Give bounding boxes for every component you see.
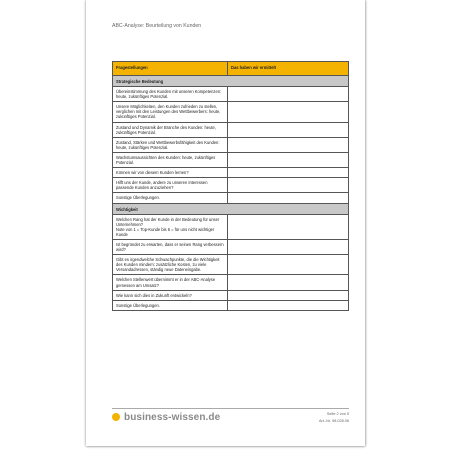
answer-cell[interactable] — [228, 178, 349, 193]
answer-cell[interactable] — [228, 102, 349, 122]
table-row — [113, 122, 349, 137]
section-heading: Strategische Bedeutung — [113, 76, 349, 87]
table-row — [113, 214, 349, 239]
answer-cell[interactable] — [228, 214, 349, 239]
document-title: ABC-Analyse: Beurteilung von Kunden — [112, 23, 202, 29]
question-cell: Welchen Stellenwert übernimmt er in der ABC-Analyse gemessen am Umsatz? — [113, 275, 228, 290]
question-cell: Ist begründet zu erwarten, dass er seinen Rang verbessern wird? — [113, 239, 228, 254]
question-cell: Übereinstimmung des Kunden mit unseren Kompetenzen: heute, zukünftiges Potenzial. — [113, 87, 228, 102]
header-questions: Fragestellungen — [113, 62, 228, 76]
table-row — [113, 87, 349, 102]
answer-cell[interactable] — [228, 87, 349, 102]
question-cell: Wie kann sich dies in Zukunft entwickeln? — [113, 290, 228, 300]
table-row — [113, 178, 349, 193]
question-cell: Können wir von diesem Kunden lernen? — [113, 168, 228, 178]
answer-cell[interactable] — [228, 290, 349, 300]
answer-cell[interactable] — [228, 122, 349, 137]
answer-cell[interactable] — [228, 193, 349, 203]
table-row — [113, 168, 349, 178]
question-cell: Unsere Möglichkeiten, den Kunden zufrieden zu stellen, verglichen mit den Leistungen des Wettbewerbers: heute, zukünftiges Potenzial. — [113, 102, 228, 122]
header-findings: Das haben wir ermittelt — [228, 62, 349, 76]
question-cell: Gibt es irgendwelche Schwachpunkte, die die Wichtigkeit des Kunden mindern: zusätzliche Kosten, zu viele Versandadressen, ständig neue Dateneingabe. — [113, 255, 228, 275]
table-row — [113, 255, 349, 275]
answer-cell[interactable] — [228, 300, 349, 310]
table-row — [113, 300, 349, 310]
question-cell: Hilft uns der Kunde, andere zu unseren Interessen passende Kunden anzuziehen? — [113, 178, 228, 193]
article-number: Art.-Nr. 98.028.06 — [319, 419, 349, 423]
assessment-table — [112, 61, 349, 311]
section-row-importance — [113, 203, 349, 214]
table-row — [113, 102, 349, 122]
answer-cell[interactable] — [228, 275, 349, 290]
table-row — [113, 137, 349, 152]
answer-cell[interactable] — [228, 137, 349, 152]
footer-divider — [112, 408, 349, 409]
table-header-row — [113, 62, 349, 76]
table-row — [113, 193, 349, 203]
section-row-strategic — [113, 76, 349, 87]
question-cell: Wachstumsaussichten des Kunden: heute, zukünftiges Potenzial. — [113, 152, 228, 167]
table-row — [113, 152, 349, 167]
question-cell: Welchen Rang hat der Kunde in der Bedeutung für unser Unternehmen? Note von 1 = Top-Kunde bis 6 = für uns nicht wichtiger Kunde — [113, 214, 228, 239]
logo-dot-icon — [112, 413, 120, 421]
answer-cell[interactable] — [228, 152, 349, 167]
logo-text: business-wissen.de — [124, 412, 221, 423]
table-row — [113, 290, 349, 300]
question-cell: Sonstige Überlegungen. — [113, 300, 228, 310]
question-cell: Sonstige Überlegungen. — [113, 193, 228, 203]
question-cell: Zustand und Dynamik der Branche des Kunden: heute, zukünftiges Potenzial. — [113, 122, 228, 137]
answer-cell[interactable] — [228, 168, 349, 178]
section-heading: Wichtigkeit — [113, 203, 349, 214]
table-row — [113, 275, 349, 290]
page-number: Seite 2 von 5 — [326, 412, 349, 416]
question-cell: Zustand, Stärken und Wettbewerbsfähigkeit des Kunden: heute, zukünftiges Potenzial. — [113, 137, 228, 152]
answer-cell[interactable] — [228, 255, 349, 275]
table-row — [113, 239, 349, 254]
document-page — [86, 0, 365, 446]
answer-cell[interactable] — [228, 239, 349, 254]
